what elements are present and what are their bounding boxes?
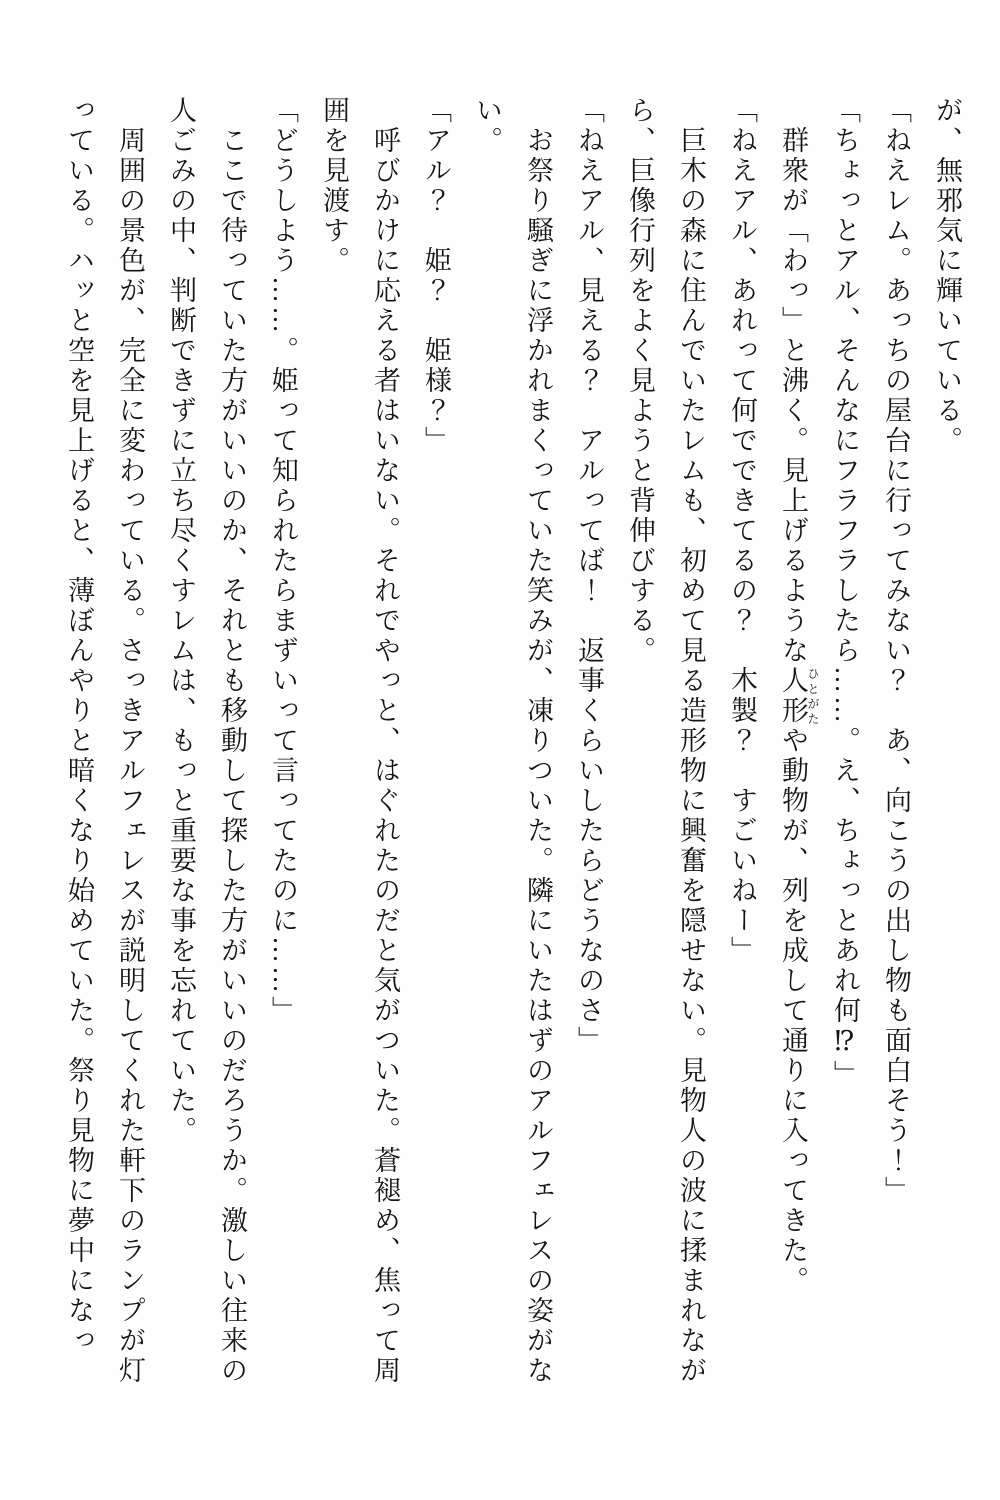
ruby-furigana: ひとがた (806, 666, 820, 726)
dialogue-line: 「アル？ 姫？ 姫様？」 (421, 96, 451, 456)
paragraph-narrative (767, 96, 819, 1388)
paragraph-narrative: ここで待っていた方がいいのか、それとも移動して探した方がいいのだろうか。激しい往来の人ごみの中、判断できずに立ち尽くすレムは、もっと重要な事を忘れていた。 (166, 96, 247, 1386)
dialogue-line: 「ねえアル、見える？ アルってば！ 返事くらいしたらどうなのさ」 (574, 96, 604, 1056)
dialogue-line: 「ねえレム。あっちの屋台に行ってみない？ あ、向こうの出し物も面白そう！」 (881, 96, 911, 1206)
dialogue-line: 「ねえアル、あれって何でできてるの？ 木製？ すごいねー」 (727, 96, 757, 966)
dialogue-line: 「ちょっとアル、そんなにフラフラしたら……。え、ちょっとあれ何⁉」 (830, 96, 860, 1090)
paragraph-continuation: が、無邪気に輝いている。 (932, 96, 962, 456)
paragraph-narrative: お祭り騒ぎに浮かれまくっていた笑みが、凍りついた。隣にいたはずのアルフェレスの姿がない。 (472, 96, 553, 1386)
ruby-base: 人形 (778, 666, 808, 726)
vertical-text-flow (53, 96, 972, 1388)
paragraph-narrative: 周囲の景色が、完全に変わっている。さっきアルフェレスが説明してくれた軒下のランプが灯っている。ハッと空を見上げると、薄ぼんやりと暗くなり始めていた。祭り見物に夢中になっ (64, 96, 145, 1386)
paragraph-narrative: 巨木の森に住んでいたレムも、初めて見る造形物に興奮を隠せない。見物人の波に揉まれながら、巨像行列をよく見ようと背伸びする。 (625, 96, 706, 1386)
dialogue-line: 「どうしよう……。姫って知られたらまずいって言ってたのに……」 (268, 96, 298, 1026)
paragraph-narrative: 呼びかけに応える者はいない。それでやっと、はぐれたのだと気がついた。蒼褪め、焦って周囲を見渡す。 (319, 96, 400, 1386)
text-segment: や動物が、列を成して通りに入ってきた。 (778, 726, 808, 1296)
ruby-annotated-word (778, 666, 820, 726)
text-segment: 群衆が「わっ」と沸く。見上げるような (778, 126, 808, 666)
